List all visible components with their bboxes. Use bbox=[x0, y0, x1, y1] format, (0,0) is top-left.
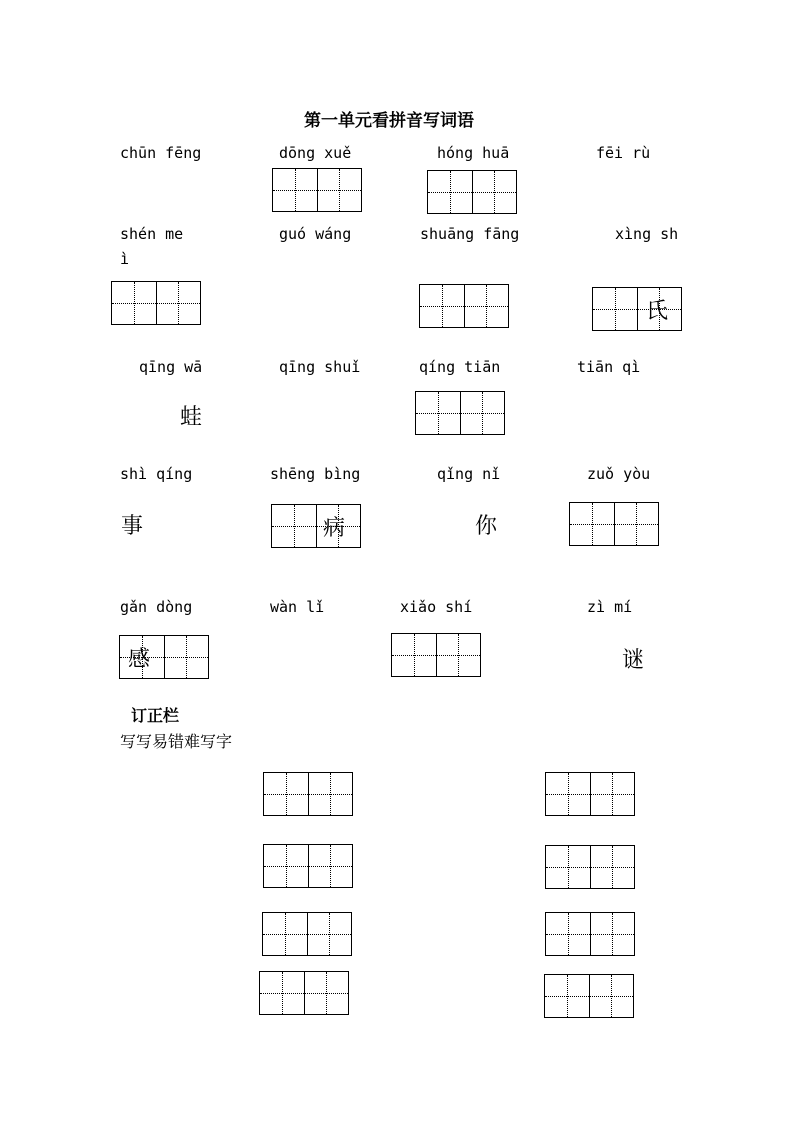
pinyin-label: xiǎo shí bbox=[400, 598, 473, 616]
pinyin-label: qíng tiān bbox=[419, 358, 501, 376]
correction-box[interactable] bbox=[263, 844, 353, 888]
pinyin-label: fēi rù bbox=[596, 144, 651, 162]
writing-box[interactable] bbox=[119, 635, 209, 679]
writing-box[interactable] bbox=[111, 281, 201, 325]
pinyin-label: shì qíng bbox=[120, 465, 193, 483]
writing-box[interactable] bbox=[415, 391, 505, 435]
correction-box[interactable] bbox=[263, 772, 353, 816]
pinyin-label: guó wáng bbox=[279, 225, 352, 243]
given-char: 谜 bbox=[622, 648, 645, 673]
pinyin-label: wàn lǐ bbox=[270, 598, 325, 616]
correction-box[interactable] bbox=[545, 912, 635, 956]
pinyin-label: shuāng fāng bbox=[420, 225, 520, 243]
pinyin-label: zuǒ yòu bbox=[587, 465, 651, 483]
pinyin-label: qīng shuǐ bbox=[279, 358, 361, 376]
filled-char: 氏 bbox=[646, 299, 669, 324]
given-char: 你 bbox=[475, 514, 498, 539]
pinyin-label: gǎn dòng bbox=[120, 598, 193, 616]
writing-box[interactable] bbox=[569, 502, 659, 546]
pinyin-label: shēng bìng bbox=[270, 465, 361, 483]
pinyin-label: dōng xuě bbox=[279, 144, 352, 162]
pinyin-label: qīng wā bbox=[139, 358, 203, 376]
given-char: 蛙 bbox=[180, 405, 203, 430]
given-char: 事 bbox=[121, 514, 144, 539]
pinyin-label: qǐng nǐ bbox=[437, 465, 501, 483]
pinyin-label: chūn fēng bbox=[120, 144, 202, 162]
pinyin-wrap: ì bbox=[120, 250, 130, 268]
pinyin-label: xìng sh bbox=[615, 225, 679, 243]
writing-box[interactable] bbox=[592, 287, 682, 331]
correction-box[interactable] bbox=[259, 971, 349, 1015]
correction-subtitle: 写写易错难写字 bbox=[120, 732, 233, 751]
filled-char: 感 bbox=[128, 647, 151, 672]
filled-char: 病 bbox=[323, 516, 346, 541]
writing-box[interactable] bbox=[391, 633, 481, 677]
worksheet-title: 第一单元看拼音写词语 bbox=[304, 111, 474, 131]
correction-title: 订正栏 bbox=[131, 706, 180, 725]
writing-box[interactable] bbox=[419, 284, 509, 328]
correction-box[interactable] bbox=[545, 772, 635, 816]
writing-box[interactable] bbox=[427, 170, 517, 214]
pinyin-label: zì mí bbox=[587, 598, 633, 616]
writing-box[interactable] bbox=[272, 168, 362, 212]
pinyin-label: shén me bbox=[120, 225, 184, 243]
pinyin-label: hóng huā bbox=[437, 144, 510, 162]
correction-box[interactable] bbox=[544, 974, 634, 1018]
correction-box[interactable] bbox=[545, 845, 635, 889]
pinyin-label: tiān qì bbox=[577, 358, 641, 376]
correction-box[interactable] bbox=[262, 912, 352, 956]
writing-box[interactable] bbox=[271, 504, 361, 548]
